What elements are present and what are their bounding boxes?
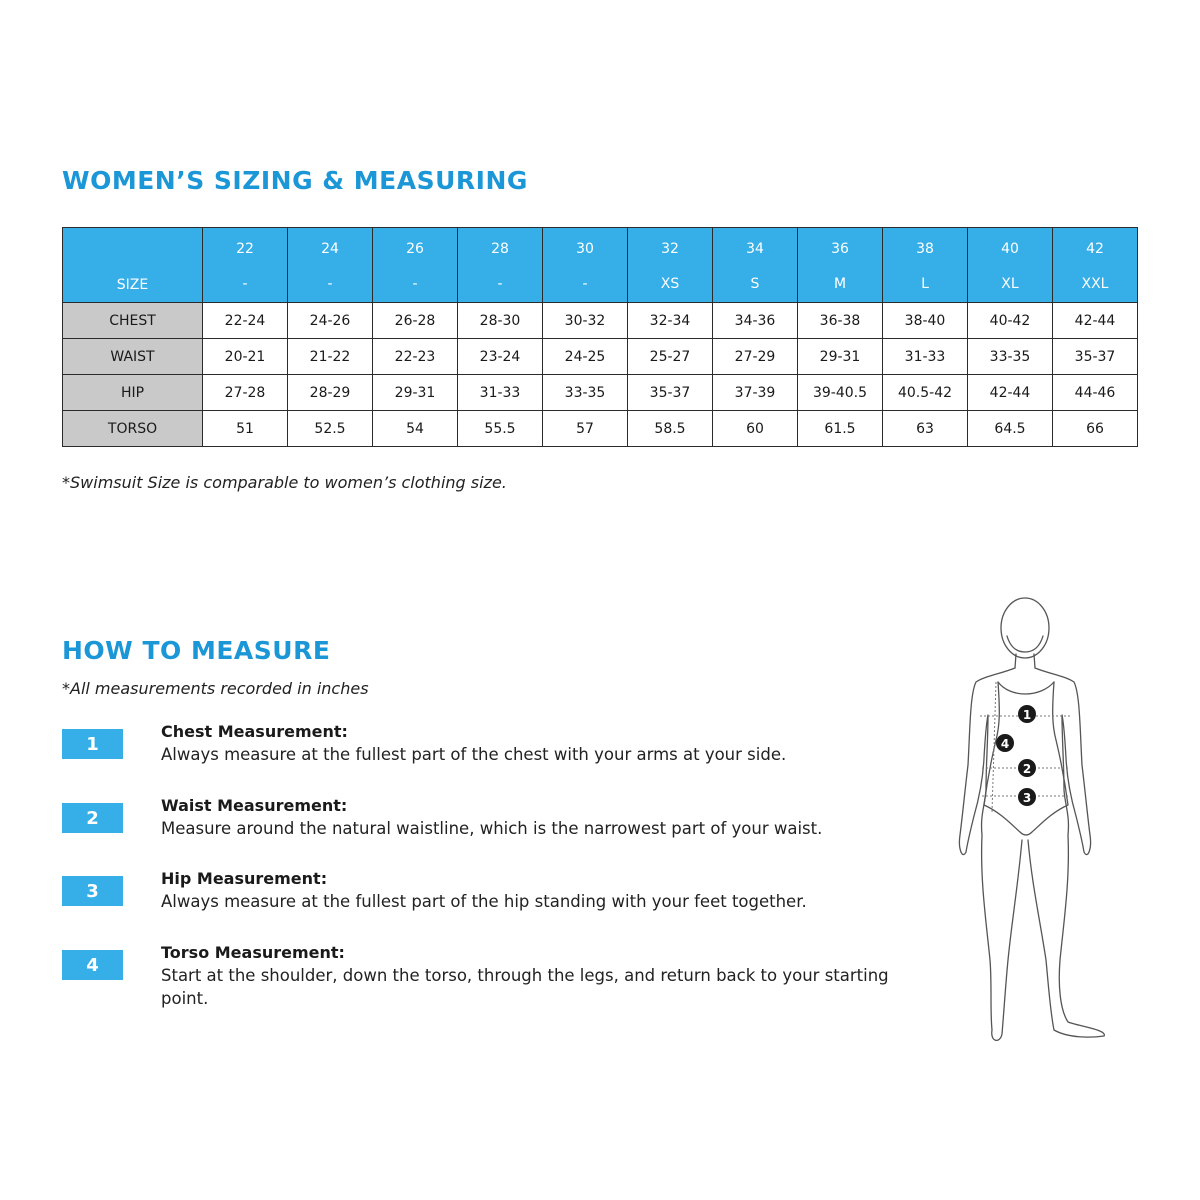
measurement-cell: 27-28 bbox=[203, 375, 288, 411]
measurement-cell: 24-26 bbox=[288, 303, 373, 339]
sizing-footnote: *Swimsuit Size is comparable to women’s clothing size. bbox=[62, 473, 507, 492]
size-number: 42 bbox=[1086, 241, 1104, 257]
size-letter: XXL bbox=[1081, 276, 1109, 292]
size-column-header bbox=[883, 228, 968, 303]
measurement-cell: 21-22 bbox=[288, 339, 373, 375]
size-column-header bbox=[288, 228, 373, 303]
measurement-cell: 23-24 bbox=[458, 339, 543, 375]
svg-text:3: 3 bbox=[1022, 791, 1032, 805]
step-number-badge: 2 bbox=[62, 803, 123, 833]
size-number: 36 bbox=[831, 241, 849, 257]
measurement-cell: 25-27 bbox=[628, 339, 713, 375]
measurement-cell: 40-42 bbox=[968, 303, 1053, 339]
measure-title: HOW TO MEASURE bbox=[62, 636, 331, 665]
measurement-cell: 27-29 bbox=[713, 339, 798, 375]
measurement-cell: 38-40 bbox=[883, 303, 968, 339]
size-letter: - bbox=[412, 276, 418, 292]
size-letter: - bbox=[582, 276, 588, 292]
size-number: 28 bbox=[491, 241, 509, 257]
size-number: 34 bbox=[746, 241, 764, 257]
waist-marker bbox=[1018, 759, 1036, 777]
size-header-row bbox=[63, 228, 1138, 303]
measurement-cell: 51 bbox=[203, 411, 288, 447]
size-number: 40 bbox=[1001, 241, 1019, 257]
svg-text:4: 4 bbox=[1000, 737, 1010, 751]
measurement-cell: 37-39 bbox=[713, 375, 798, 411]
size-column-header bbox=[203, 228, 288, 303]
measurement-cell: 22-23 bbox=[373, 339, 458, 375]
row-label: WAIST bbox=[63, 339, 203, 375]
size-letter: S bbox=[750, 276, 760, 292]
step-heading: Chest Measurement: bbox=[161, 722, 348, 741]
measurement-cell: 61.5 bbox=[798, 411, 883, 447]
step-number-badge: 4 bbox=[62, 950, 123, 980]
size-letter: XL bbox=[1001, 276, 1019, 292]
step-description: Measure around the natural waistline, which is the narrowest part of your waist. bbox=[161, 819, 823, 838]
measurement-row-chest bbox=[63, 303, 1138, 339]
size-column-header bbox=[628, 228, 713, 303]
size-letter: - bbox=[242, 276, 248, 292]
size-number: 26 bbox=[406, 241, 424, 257]
row-label: HIP bbox=[63, 375, 203, 411]
measurement-cell: 31-33 bbox=[458, 375, 543, 411]
size-column-header bbox=[543, 228, 628, 303]
step-heading: Waist Measurement: bbox=[161, 796, 348, 815]
size-column-header bbox=[458, 228, 543, 303]
size-number: 24 bbox=[321, 241, 339, 257]
size-letter: - bbox=[497, 276, 503, 292]
measurement-row-torso bbox=[63, 411, 1138, 447]
row-label: CHEST bbox=[63, 303, 203, 339]
svg-text:1: 1 bbox=[1022, 708, 1032, 722]
measurement-cell: 31-33 bbox=[883, 339, 968, 375]
measurement-cell: 42-44 bbox=[1053, 303, 1138, 339]
measurement-cell: 28-30 bbox=[458, 303, 543, 339]
measurement-cell: 28-29 bbox=[288, 375, 373, 411]
measurement-cell: 20-21 bbox=[203, 339, 288, 375]
measurement-cell: 33-35 bbox=[543, 375, 628, 411]
step-description: Always measure at the fullest part of the hip standing with your feet together. bbox=[161, 892, 807, 911]
measurement-cell: 40.5-42 bbox=[883, 375, 968, 411]
measurement-cell: 24-25 bbox=[543, 339, 628, 375]
measurement-cell: 30-32 bbox=[543, 303, 628, 339]
measurement-cell: 54 bbox=[373, 411, 458, 447]
measurement-cell: 32-34 bbox=[628, 303, 713, 339]
measurement-cell: 35-37 bbox=[628, 375, 713, 411]
body-outline-illustration bbox=[940, 590, 1120, 1060]
measurement-cell: 29-31 bbox=[373, 375, 458, 411]
size-header-label bbox=[63, 228, 203, 303]
hip-marker bbox=[1018, 788, 1036, 806]
size-number: 30 bbox=[576, 241, 594, 257]
step-number-badge: 3 bbox=[62, 876, 123, 906]
size-letter: - bbox=[327, 276, 333, 292]
size-letter: L bbox=[921, 276, 929, 292]
step-description: Start at the shoulder, down the torso, through the legs, and return back to your starting point. bbox=[161, 966, 889, 1008]
size-chart-table bbox=[62, 227, 1138, 447]
row-label: TORSO bbox=[63, 411, 203, 447]
size-column-header bbox=[373, 228, 458, 303]
measurement-cell: 44-46 bbox=[1053, 375, 1138, 411]
size-column-header bbox=[798, 228, 883, 303]
size-column-header bbox=[968, 228, 1053, 303]
step-number-badge: 1 bbox=[62, 729, 123, 759]
measurement-cell: 26-28 bbox=[373, 303, 458, 339]
measurement-cell: 35-37 bbox=[1053, 339, 1138, 375]
size-column-header bbox=[713, 228, 798, 303]
measurement-cell: 64.5 bbox=[968, 411, 1053, 447]
measurement-cell: 66 bbox=[1053, 411, 1138, 447]
body-measurement-figure bbox=[940, 590, 1120, 1060]
size-letter: M bbox=[833, 276, 847, 292]
measurement-cell: 63 bbox=[883, 411, 968, 447]
measure-subnote: *All measurements recorded in inches bbox=[62, 679, 369, 698]
size-label-text: SIZE bbox=[116, 277, 149, 293]
measurement-cell: 36-38 bbox=[798, 303, 883, 339]
size-number: 22 bbox=[236, 241, 254, 257]
size-column-header bbox=[1053, 228, 1138, 303]
measurement-cell: 52.5 bbox=[288, 411, 373, 447]
measurement-cell: 33-35 bbox=[968, 339, 1053, 375]
measurement-cell: 57 bbox=[543, 411, 628, 447]
svg-text:2: 2 bbox=[1022, 762, 1032, 776]
step-heading: Torso Measurement: bbox=[161, 943, 345, 962]
torso-marker bbox=[996, 734, 1014, 752]
step-heading: Hip Measurement: bbox=[161, 869, 328, 888]
measurement-cell: 29-31 bbox=[798, 339, 883, 375]
measurement-cell: 42-44 bbox=[968, 375, 1053, 411]
size-number: 38 bbox=[916, 241, 934, 257]
measurement-cell: 58.5 bbox=[628, 411, 713, 447]
measurement-cell: 22-24 bbox=[203, 303, 288, 339]
measurement-cell: 60 bbox=[713, 411, 798, 447]
measurement-row-hip bbox=[63, 375, 1138, 411]
size-letter: XS bbox=[660, 276, 680, 292]
step-description: Always measure at the fullest part of the chest with your arms at your side. bbox=[161, 745, 787, 764]
measurement-cell: 34-36 bbox=[713, 303, 798, 339]
measurement-row-waist bbox=[63, 339, 1138, 375]
size-number: 32 bbox=[661, 241, 679, 257]
chest-marker bbox=[1018, 705, 1036, 723]
measurement-cell: 55.5 bbox=[458, 411, 543, 447]
measurement-cell: 39-40.5 bbox=[798, 375, 883, 411]
sizing-title: WOMEN’S SIZING & MEASURING bbox=[62, 166, 528, 195]
